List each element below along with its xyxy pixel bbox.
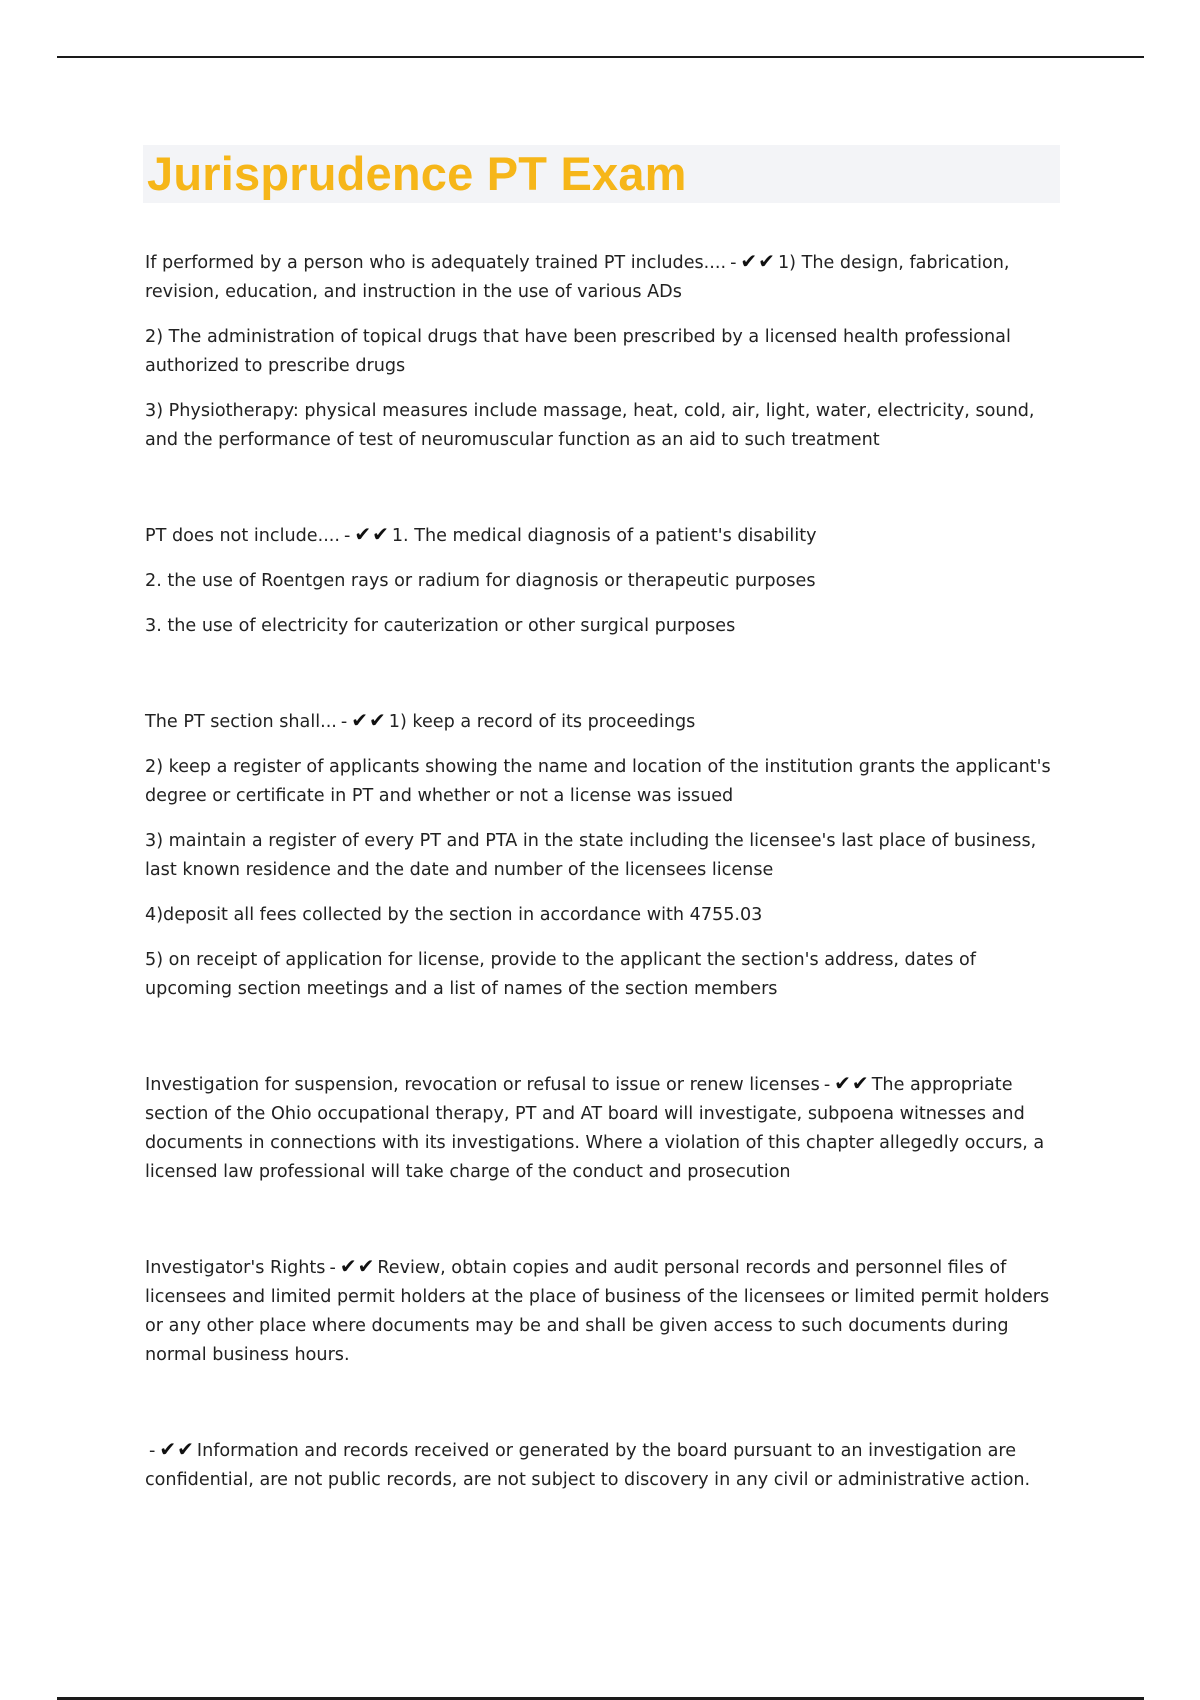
- separator-dash: -: [343, 526, 351, 546]
- flashcard-first-line: [145, 1069, 1060, 1187]
- flashcard-answer-line: 4)deposit all fees collected by the section in accordance with 4755.03: [145, 905, 763, 925]
- flashcard-answer: Review, obtain copies and audit personal records and personnel files of licensees and limited permit holders at the place of business of the licensees or limited permit holders or any other place where documents may be and shall be given access to such documents during normal business hours.: [145, 1258, 1050, 1365]
- separator-dash: -: [340, 712, 348, 732]
- double-check-icon: ✔✔: [740, 249, 776, 273]
- flashcard-answer-line: 5) on receipt of application for license, provide to the applicant the section's address, dates of upcoming section meetings and a list of names of the section members: [145, 950, 976, 999]
- flashcard-answer-line: 3. the use of electricity for cauterization or other surgical purposes: [145, 616, 736, 636]
- double-check-icon: ✔✔: [339, 1254, 376, 1278]
- double-check-icon: ✔✔: [354, 522, 390, 546]
- flashcard-answer-line: 3) maintain a register of every PT and PTA in the state including the licensee's last place of business, last known residence and the date and number of the licensees license: [145, 831, 1037, 880]
- flashcard-first-line: [145, 706, 1060, 737]
- flashcard: [145, 247, 1060, 455]
- flashcard: [145, 1435, 1060, 1495]
- flashcard-term: If performed by a person who is adequately trained PT includes....: [145, 253, 727, 273]
- flashcard: [145, 1252, 1060, 1370]
- flashcard-first-line: [145, 520, 1060, 551]
- flashcard-answer: 1) keep a record of its proceedings: [388, 712, 696, 732]
- flashcard-answer-line: 3) Physiotherapy: physical measures include massage, heat, cold, air, light, water, electricity, sound, and the performance of test of neuromuscular function as an aid to such treatment: [145, 401, 1035, 450]
- flashcard: [145, 706, 1060, 1004]
- flashcard: [145, 520, 1060, 641]
- double-check-icon: ✔✔: [351, 708, 387, 732]
- flashcard-term: Investigation for suspension, revocation or refusal to issue or renew licenses: [145, 1075, 820, 1095]
- separator-dash: -: [730, 253, 737, 273]
- separator-dash: -: [329, 1258, 336, 1278]
- flashcard-first-line: [145, 1435, 1060, 1495]
- separator-dash: -: [823, 1075, 831, 1095]
- page-title: Jurisprudence PT Exam: [147, 147, 687, 200]
- flashcard: [145, 1069, 1060, 1187]
- flashcard-answer: 1) The design, fabrication, revision, education, and instruction in the use of various ADs: [145, 253, 1010, 302]
- flashcard-first-line: [145, 1252, 1060, 1370]
- flashcard-answer-line: 2. the use of Roentgen rays or radium for diagnosis or therapeutic purposes: [145, 571, 816, 591]
- flashcard-answer: 1. The medical diagnosis of a patient's disability: [391, 526, 817, 546]
- flashcard-list: [145, 247, 1060, 1560]
- double-check-icon: ✔✔: [159, 1437, 195, 1461]
- double-check-icon: ✔✔: [834, 1071, 870, 1095]
- flashcard-answer-line: 2) The administration of topical drugs that have been prescribed by a licensed health professional authorized to prescribe drugs: [145, 327, 1011, 376]
- flashcard-term: Investigator's Rights: [145, 1258, 326, 1278]
- flashcard-answer: Information and records received or generated by the board pursuant to an investigation are confidential, are not public records, are not subject to discovery in any civil or administrative action.: [145, 1441, 1031, 1490]
- flashcard-term: PT does not include....: [145, 526, 340, 546]
- flashcard-answer-line: 2) keep a register of applicants showing the name and location of the institution grants the applicant's degree or certificate in PT and whether or not a license was issued: [145, 757, 1051, 806]
- top-divider: [57, 56, 1144, 58]
- flashcard-answer: The appropriate section of the Ohio occupational therapy, PT and AT board will investigate, subpoena witnesses and documents in connections with its investigations. Where a violation of this chapter allegedly occurs, a licensed law professional will take charge of the conduct and prosecution: [145, 1075, 1045, 1182]
- flashcard-first-line: [145, 247, 1060, 307]
- separator-dash: -: [149, 1441, 156, 1461]
- flashcard-term: The PT section shall...: [145, 712, 337, 732]
